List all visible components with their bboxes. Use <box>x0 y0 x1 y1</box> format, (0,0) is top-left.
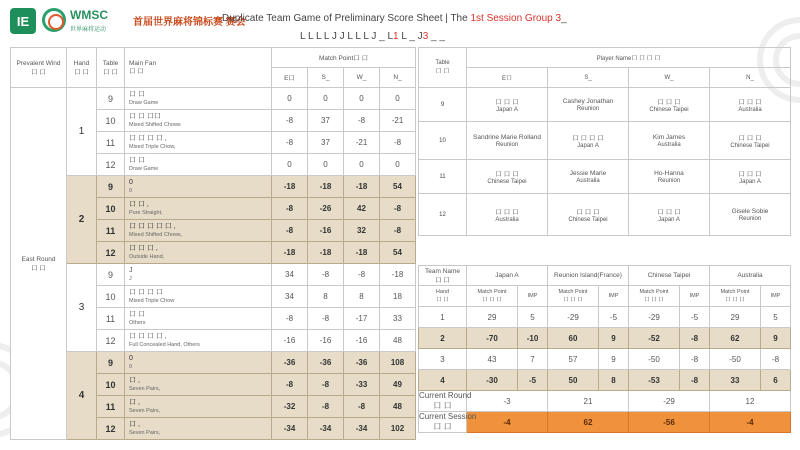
score-west: 8 <box>344 286 380 308</box>
match-point-value: 29 <box>710 307 761 328</box>
match-point-value: -52 <box>629 328 680 349</box>
table-row <box>419 194 791 236</box>
table-row <box>419 370 791 391</box>
table-number: 11 <box>97 396 125 418</box>
hand-number: 1 <box>419 307 467 328</box>
team-name: Japan A <box>467 266 548 286</box>
table-row <box>419 88 791 122</box>
player-cell: Kim James Australia <box>629 122 710 160</box>
imp-value: -8 <box>680 328 710 349</box>
player-cell: Sandrine Marie Rolland Reunion <box>467 122 548 160</box>
score-south: 37 <box>308 132 344 154</box>
seat-header-west: W_ <box>629 68 710 88</box>
player-cell: 口 口 口 Japan A <box>467 88 548 122</box>
player-cell: Ho-Hanna Reunion <box>629 160 710 194</box>
score-east: -8 <box>272 220 308 242</box>
score-west: 0 <box>344 88 380 110</box>
imp-value: -8 <box>761 349 791 370</box>
main-fan: 口 口 口 , Outside Hand, <box>125 242 272 264</box>
imp-value: -5 <box>599 307 629 328</box>
player-cell: 口 口 口 口 Japan A <box>548 122 629 160</box>
table-row <box>11 352 416 374</box>
score-west: -17 <box>344 308 380 330</box>
score-south: -34 <box>308 418 344 440</box>
score-south: -8 <box>308 264 344 286</box>
score-south: -8 <box>308 308 344 330</box>
score-north: 102 <box>380 418 416 440</box>
match-point-header: Match Point 口 口 口 <box>710 286 761 307</box>
current-round-label: Current Round 口 口 <box>419 391 472 410</box>
player-cell: Cashey Jonathan Reunion <box>548 88 629 122</box>
imp-header: IMP <box>680 286 710 307</box>
score-south: -36 <box>308 352 344 374</box>
current-round-total: 12 <box>710 391 791 412</box>
match-point-value: -29 <box>548 307 599 328</box>
score-west: -8 <box>344 264 380 286</box>
imp-header: IMP <box>761 286 791 307</box>
match-point-value: 33 <box>710 370 761 391</box>
event-name: 首届世界麻将锦标赛 赛会 <box>133 17 246 28</box>
score-north: 54 <box>380 242 416 264</box>
score-west: -16 <box>344 330 380 352</box>
imp-value: -10 <box>518 328 548 349</box>
prevalent-wind-header: Prevalent Wind 口 口 <box>11 48 67 88</box>
main-fan: 口 , Seven Pairs, <box>125 418 272 440</box>
match-point-value: -29 <box>629 307 680 328</box>
score-east: -8 <box>272 132 308 154</box>
match-point-header: Match Point 口 口 口 <box>548 286 599 307</box>
hand-number: 1 <box>67 88 97 176</box>
match-point-value: -50 <box>710 349 761 370</box>
score-east: -18 <box>272 176 308 198</box>
score-south: -26 <box>308 198 344 220</box>
score-east: -18 <box>272 242 308 264</box>
score-north: 33 <box>380 308 416 330</box>
score-west: -33 <box>344 374 380 396</box>
sheet-title: Duplicate Team Game of Preliminary Score Sheet | The 1st Session Group 3_ <box>222 13 567 24</box>
match-point-value: 62 <box>710 328 761 349</box>
table-number: 10 <box>97 110 125 132</box>
table-number: 10 <box>97 374 125 396</box>
main-fan: 口 口 口 口 口 , Mixed Shifted Chows, <box>125 220 272 242</box>
hand-number: 4 <box>419 370 467 391</box>
match-point-value: 60 <box>548 328 599 349</box>
seat-header-north: N_ <box>710 68 791 88</box>
score-north: -21 <box>380 110 416 132</box>
match-point-value: 57 <box>548 349 599 370</box>
score-west: 0 <box>344 154 380 176</box>
main-fan: 口 口 口口 Mixed Shifted Chows <box>125 110 272 132</box>
score-south: -18 <box>308 242 344 264</box>
table-number: 10 <box>97 286 125 308</box>
main-fan: 口 口 Draw Game <box>125 154 272 176</box>
team-name: Reunion Island(France) <box>548 266 629 286</box>
score-west: -34 <box>344 418 380 440</box>
table-number: 11 <box>419 160 467 194</box>
main-fan: 口 口 口 口 , Full Concealed Hand, Others <box>125 330 272 352</box>
current-round-total: -29 <box>629 391 710 412</box>
table-number: 12 <box>97 330 125 352</box>
score-east: 34 <box>272 286 308 308</box>
main-fan: 口 口 口 口 Mixed Triple Chow <box>125 286 272 308</box>
current-session-total: -4 <box>710 412 791 433</box>
hand-number: 3 <box>67 264 97 352</box>
prevalent-wind-value: East Round 口 口 <box>11 88 67 440</box>
score-north: 0 <box>380 88 416 110</box>
imp-value: 7 <box>518 349 548 370</box>
main-fan: 口 口 Others <box>125 308 272 330</box>
team-name: Chinese Taipei <box>629 266 710 286</box>
main-fan: 口 , Seven Pairs, <box>125 374 272 396</box>
score-east: -8 <box>272 110 308 132</box>
score-west: 32 <box>344 220 380 242</box>
score-west: -21 <box>344 132 380 154</box>
table-row <box>419 349 791 370</box>
ie-logo-icon: IE <box>10 8 36 34</box>
seat-header-north: N_ <box>380 68 416 88</box>
score-east: -8 <box>272 308 308 330</box>
match-point-value: 50 <box>548 370 599 391</box>
player-cell: 口 口 口 Japan A <box>710 160 791 194</box>
seat-header-east: E口 <box>467 68 548 88</box>
player-cell: 口 口 口 Chinese Taipei <box>548 194 629 236</box>
score-east: 0 <box>272 154 308 176</box>
table-row <box>11 176 416 198</box>
logo-text: WMSC <box>70 8 108 22</box>
score-north: 0 <box>380 154 416 176</box>
score-north: 48 <box>380 396 416 418</box>
table-number: 12 <box>97 242 125 264</box>
score-east: -36 <box>272 352 308 374</box>
player-cell: 口 口 口 Chinese Taipei <box>629 88 710 122</box>
table-number: 12 <box>97 418 125 440</box>
score-north: -8 <box>380 198 416 220</box>
current-round-row <box>419 391 791 412</box>
score-west: -18 <box>344 176 380 198</box>
score-north: 108 <box>380 352 416 374</box>
table-row <box>11 264 416 286</box>
score-west: -36 <box>344 352 380 374</box>
imp-value: 9 <box>599 349 629 370</box>
table-row <box>419 122 791 160</box>
main-fan: J J <box>125 264 272 286</box>
current-round-total: 21 <box>548 391 629 412</box>
main-fan: 口 口 口 口 , Mixed Triple Chow, <box>125 132 272 154</box>
score-north: 18 <box>380 286 416 308</box>
score-west: -8 <box>344 396 380 418</box>
table-number: 9 <box>97 176 125 198</box>
main-fan: 0 0 <box>125 176 272 198</box>
team-name: Australia <box>710 266 791 286</box>
imp-header: IMP <box>518 286 548 307</box>
table-number: 10 <box>97 198 125 220</box>
score-south: -8 <box>308 396 344 418</box>
table-row <box>419 328 791 349</box>
score-north: -8 <box>380 132 416 154</box>
current-session-label: Current Session 口 口 <box>419 412 477 431</box>
match-point-value: -50 <box>629 349 680 370</box>
main-fan-header: Main Fan 口 口 <box>125 48 272 88</box>
match-point-header: Match Point 口 口 口 <box>467 286 518 307</box>
seat-header-east: E口 <box>272 68 308 88</box>
score-south: -8 <box>308 374 344 396</box>
hand-number: 4 <box>67 352 97 440</box>
main-fan: 0 0 <box>125 352 272 374</box>
header <box>0 0 800 46</box>
wmsc-ring-logo-icon <box>42 8 66 32</box>
hand-header: Hand 口 口 <box>419 286 467 307</box>
seat-header-south: S_ <box>548 68 629 88</box>
hand-number: 3 <box>419 349 467 370</box>
table-number: 9 <box>97 88 125 110</box>
score-west: -8 <box>344 110 380 132</box>
player-cell: 口 口 口 Japan A <box>629 194 710 236</box>
imp-value: 5 <box>518 307 548 328</box>
player-name-header: Player Name口 口 口 口 <box>467 48 791 68</box>
score-north: -18 <box>380 264 416 286</box>
table-header: Table 口 口 <box>97 48 125 88</box>
current-session-total: 62 <box>548 412 629 433</box>
table-row <box>419 160 791 194</box>
score-north: 49 <box>380 374 416 396</box>
current-round-total: -3 <box>467 391 548 412</box>
hand-number: 2 <box>419 328 467 349</box>
main-fan: 口 口 , Pure Straight, <box>125 198 272 220</box>
score-east: -8 <box>272 198 308 220</box>
player-name-table <box>418 47 791 236</box>
score-south: 0 <box>308 154 344 176</box>
table-number: 9 <box>97 352 125 374</box>
score-south: -16 <box>308 220 344 242</box>
hand-number: 2 <box>67 176 97 264</box>
player-cell: 口 口 口 Australia <box>710 88 791 122</box>
imp-value: 9 <box>599 328 629 349</box>
score-east: -16 <box>272 330 308 352</box>
score-east: 0 <box>272 88 308 110</box>
hand-score-table <box>10 47 416 440</box>
seat-header-south: S_ <box>308 68 344 88</box>
match-point-value: -30 <box>467 370 518 391</box>
table-number: 10 <box>419 122 467 160</box>
imp-value: 8 <box>599 370 629 391</box>
player-cell: 口 口 口 Chinese Taipei <box>710 122 791 160</box>
sheet-subtitle: L L L L J J L L L J _ L1 L _ J3 _ _ <box>300 31 445 42</box>
score-south: 8 <box>308 286 344 308</box>
table-number: 9 <box>419 88 467 122</box>
team-score-table <box>418 265 791 433</box>
score-south: 37 <box>308 110 344 132</box>
score-north: 48 <box>380 330 416 352</box>
logo-subtext: 世界麻将运动 <box>70 27 107 33</box>
imp-value: -5 <box>680 307 710 328</box>
imp-value: -8 <box>680 349 710 370</box>
imp-value: 6 <box>761 370 791 391</box>
score-north: -8 <box>380 220 416 242</box>
seat-header-west: W_ <box>344 68 380 88</box>
imp-header: IMP <box>599 286 629 307</box>
match-point-header: Match Point口 口 <box>272 48 416 68</box>
imp-value: -8 <box>680 370 710 391</box>
match-point-value: -53 <box>629 370 680 391</box>
score-south: 0 <box>308 88 344 110</box>
current-session-total: -4 <box>467 412 548 433</box>
match-point-header: Match Point 口 口 口 <box>629 286 680 307</box>
player-cell: Jessie Marie Australia <box>548 160 629 194</box>
main-fan: 口 , Seven Pairs, <box>125 396 272 418</box>
score-south: -16 <box>308 330 344 352</box>
table-number: 9 <box>97 264 125 286</box>
table-header: Table 口 口 <box>419 48 467 88</box>
hand-header: Hand 口 口 <box>67 48 97 88</box>
score-east: 34 <box>272 264 308 286</box>
score-north: 54 <box>380 176 416 198</box>
score-west: -18 <box>344 242 380 264</box>
current-session-total: -56 <box>629 412 710 433</box>
score-east: -8 <box>272 374 308 396</box>
score-west: 42 <box>344 198 380 220</box>
team-name-header: Team Name 口 口 <box>419 266 467 286</box>
table-row <box>419 307 791 328</box>
imp-value: -5 <box>518 370 548 391</box>
table-number: 11 <box>97 132 125 154</box>
imp-value: 9 <box>761 328 791 349</box>
score-south: -18 <box>308 176 344 198</box>
table-number: 12 <box>97 154 125 176</box>
match-point-value: 29 <box>467 307 518 328</box>
player-cell: 口 口 口 Chinese Taipei <box>467 160 548 194</box>
table-number: 11 <box>97 220 125 242</box>
current-session-row <box>419 412 791 433</box>
main-fan: 口 口 Draw Game <box>125 88 272 110</box>
imp-value: 5 <box>761 307 791 328</box>
player-cell: Gisele Sobie Reunion <box>710 194 791 236</box>
match-point-value: -70 <box>467 328 518 349</box>
score-east: -32 <box>272 396 308 418</box>
table-number: 11 <box>97 308 125 330</box>
score-east: -34 <box>272 418 308 440</box>
table-number: 12 <box>419 194 467 236</box>
match-point-value: 43 <box>467 349 518 370</box>
player-cell: 口 口 口 Australia <box>467 194 548 236</box>
table-row <box>11 88 416 110</box>
